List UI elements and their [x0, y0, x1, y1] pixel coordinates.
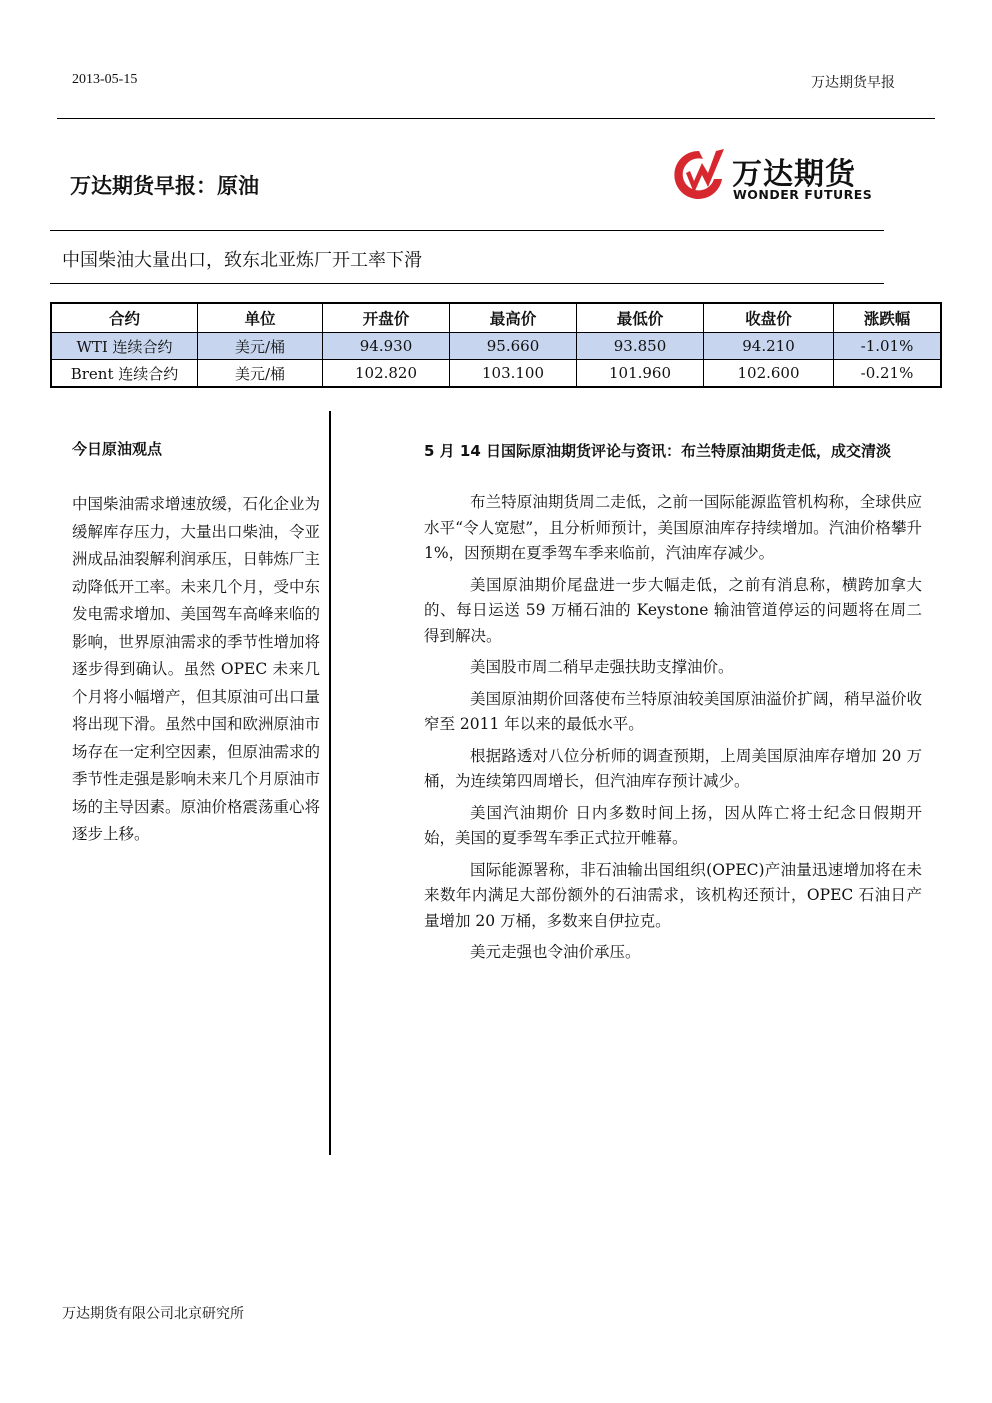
- cell-unit: 美元/桶: [198, 360, 323, 388]
- cell-close: 94.210: [704, 333, 834, 360]
- headline-bottom-divider: [50, 283, 884, 284]
- news-paragraph: 美国原油期价回落使布兰特原油较美国原油溢价扩阔，稍早溢价收窄至 2011 年以来的最低水平。: [424, 689, 922, 733]
- logo-text-cn: 万达期货: [732, 157, 856, 192]
- cell-unit: 美元/桶: [198, 333, 323, 360]
- col-header-open: 开盘价: [323, 303, 450, 333]
- headline-top-divider: [50, 230, 884, 231]
- col-header-change: 涨跌幅: [834, 303, 942, 333]
- news-paragraph: 国际能源署称，非石油输出国组织(OPEC)产油量迅速增加将在未来数年内满足大部份额外的石油需求，该机构还预计，OPEC 石油日产量增加 20 万桶，多数来自伊拉克。: [424, 860, 922, 930]
- col-header-unit: 单位: [198, 303, 323, 333]
- headline: 中国柴油大量出口，致东北亚炼厂开工率下滑: [62, 250, 422, 271]
- logo-mark-icon: [670, 143, 728, 203]
- footer-company: 万达期货有限公司北京研究所: [62, 1306, 244, 1322]
- cell-contract: Brent 连续合约: [51, 360, 198, 388]
- outlook-title: 今日原油观点: [72, 440, 163, 458]
- cell-low: 93.850: [577, 333, 704, 360]
- cell-change: -1.01%: [834, 333, 942, 360]
- logo-text-en: WONDER FUTURES: [733, 187, 873, 202]
- cell-open: 94.930: [323, 333, 450, 360]
- cell-open: 102.820: [323, 360, 450, 388]
- header-divider: [57, 118, 935, 119]
- news-paragraph: 美元走强也令油价承压。: [470, 943, 641, 961]
- outlook-text: 中国柴油需求增速放缓，石化企业为缓解库存压力，大量出口柴油，令亚洲成品油裂解利润承压，日韩炼厂主动降低开工率。未来几个月，受中东发电需求增加、美国驾车高峰来临的影响，世界原油需求的季节性增加将逐步得到确认。虽然 OPEC 未来几个月将小幅增产，但其原油可出口量将出现下滑。虽然中国和欧洲原油市场存在一定利空因素，但原油需求的季节性走强是影响未来几个月原油市场的主导因素。原油价格震荡重心将逐步上移。: [72, 495, 321, 843]
- news-paragraph: 美国原油期价尾盘进一步大幅走低，之前有消息称，横跨加拿大的、每日运送 59 万桶石油的 Keystone 输油管道停运的问题将在周二得到解决。: [424, 575, 922, 645]
- news-title: 5 月 14 日国际原油期货评论与资讯：布兰特原油期货走低，成交清淡: [424, 442, 891, 460]
- col-header-low: 最低价: [577, 303, 704, 333]
- company-logo: [670, 143, 880, 203]
- news-section: [424, 438, 922, 972]
- cell-high: 103.100: [450, 360, 577, 388]
- header-brand: 万达期货早报: [811, 75, 895, 91]
- page-title: 万达期货早报：原油: [70, 174, 259, 198]
- col-header-high: 最高价: [450, 303, 577, 333]
- table-header-row: [51, 303, 941, 333]
- news-paragraph: 根据路透对八位分析师的调查预期，上周美国原油库存增加 20 万桶，为连续第四周增长，但汽油库存预计减少。: [424, 746, 922, 790]
- cell-change: -0.21%: [834, 360, 942, 388]
- cell-close: 102.600: [704, 360, 834, 388]
- table-row: [51, 360, 941, 388]
- cell-contract: WTI 连续合约: [51, 333, 198, 360]
- col-header-contract: 合约: [51, 303, 198, 333]
- news-paragraph: 布兰特原油期货周二走低，之前一国际能源监管机构称，全球供应水平“令人宽慰”，且分析师预计，美国原油库存持续增加。汽油价格攀升 1%，因预期在夏季驾车季来临前，汽油库存减少。: [424, 493, 922, 562]
- cell-high: 95.660: [450, 333, 577, 360]
- news-paragraph: 美国股市周二稍早走强扶助支撑油价。: [470, 658, 734, 676]
- outlook-section: [72, 438, 320, 849]
- news-paragraph: 美国汽油期价 日内多数时间上扬，因从阵亡将士纪念日假期开始，美国的夏季驾车季正式拉开帷幕。: [424, 803, 922, 847]
- price-table: [50, 302, 942, 388]
- col-header-close: 收盘价: [704, 303, 834, 333]
- table-row: [51, 333, 941, 360]
- report-date: 2013-05-15: [72, 72, 138, 87]
- column-divider: [329, 411, 331, 1155]
- cell-low: 101.960: [577, 360, 704, 388]
